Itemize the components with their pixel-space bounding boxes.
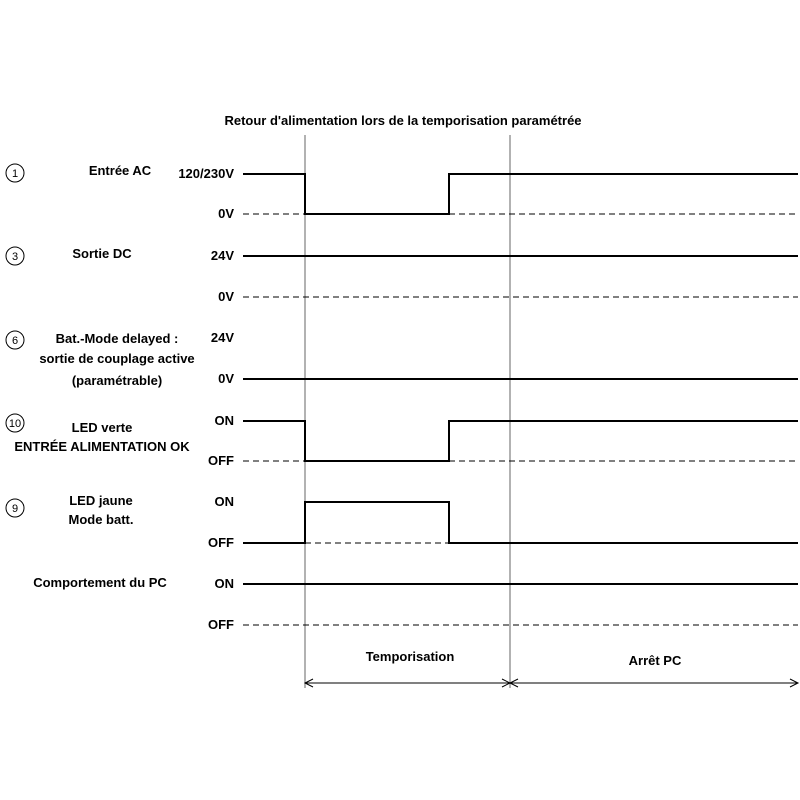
- signal-row: [33, 575, 798, 632]
- signal-row: [6, 493, 798, 550]
- signal-waveform: [243, 174, 798, 214]
- signal-row: [6, 330, 798, 388]
- signal-name: LED jaune: [69, 493, 133, 508]
- phase-label-temporisation: Temporisation: [365, 649, 455, 664]
- signal-number: 6: [11, 335, 19, 347]
- signal-number: 3: [11, 251, 19, 263]
- signal-name: Comportement du PC: [33, 575, 167, 590]
- signal-waveform: [243, 502, 798, 543]
- signal-row: [6, 413, 798, 468]
- signal-name: LED verte: [71, 420, 133, 435]
- signal-name: Mode batt.: [68, 512, 134, 527]
- signal-waveform: [243, 421, 798, 461]
- high-level-label: ON: [214, 576, 234, 591]
- high-level-label: 120/230V: [178, 166, 234, 181]
- diagram-title: Retour d'alimentation lors de la temporisation paramétrée: [224, 113, 582, 128]
- low-level-label: 0V: [218, 371, 234, 386]
- high-level-label: 24V: [210, 248, 234, 263]
- signal-name: Entrée AC: [88, 163, 152, 178]
- arret-pc-arrow: [510, 679, 798, 687]
- signal-name: Bat.-Mode delayed :: [55, 331, 179, 346]
- signal-name: Sortie DC: [72, 246, 132, 261]
- signal-number: 10: [8, 418, 22, 430]
- low-level-label: OFF: [208, 535, 234, 550]
- signal-name: ENTRÉE ALIMENTATION OK: [14, 439, 190, 454]
- high-level-label: ON: [214, 494, 234, 509]
- signal-name: sortie de couplage active: [39, 351, 195, 366]
- low-level-label: OFF: [208, 617, 234, 632]
- signal-row: [6, 163, 798, 221]
- signal-name: (paramétrable): [71, 373, 163, 388]
- signal-number: 9: [11, 503, 19, 515]
- signal-row: [6, 246, 798, 304]
- high-level-label: 24V: [210, 330, 234, 345]
- signal-number: 1: [11, 168, 19, 180]
- high-level-label: ON: [214, 413, 234, 428]
- phase-label-arret-pc: Arrêt PC: [628, 653, 682, 668]
- temporisation-arrow: [305, 679, 510, 687]
- low-level-label: OFF: [208, 453, 234, 468]
- low-level-label: 0V: [218, 206, 234, 221]
- low-level-label: 0V: [218, 289, 234, 304]
